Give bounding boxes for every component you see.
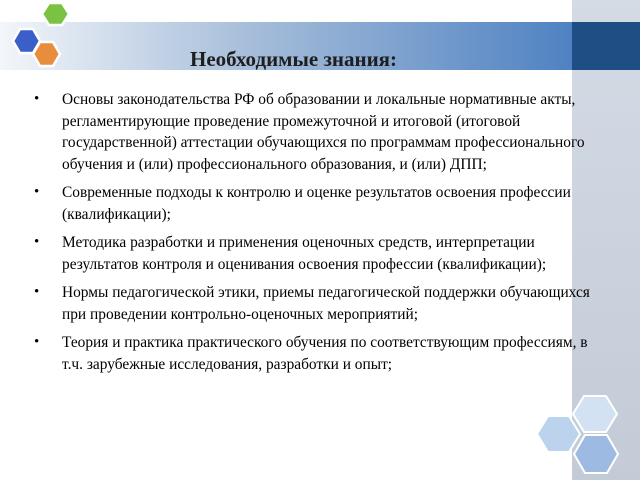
bullet-item [34,332,602,375]
logo-hexagon-cluster-icon [0,0,86,86]
bullet-item [34,232,602,275]
bullet-item [34,89,602,175]
bullet-item [34,182,602,225]
bullet-text: Методика разработки и применения оценочных средств, интерпретации результатов контроля и оценивания освоения профессии (квалификации); [62,234,547,273]
bullet-text: Современные подходы к контролю и оценке результатов освоения профессии (квалификации); [62,184,571,223]
logo-hex-green [42,3,69,25]
bullet-marker: • [34,184,40,200]
header-dark-block [572,22,640,70]
deco-hex-right [574,435,618,473]
bullet-item [34,282,602,325]
deco-hex-top [573,396,617,432]
deco-hex-left [537,416,580,452]
slide-title: Необходимые знания: [190,47,398,71]
bullet-text: Нормы педагогической этики, приемы педагогической поддержки обучающихся при проведении контрольно-оценочных мероприятий; [62,284,590,323]
bullet-text: Теория и практика практического обучения по соответствующим профессиям, в т.ч. зарубежные исследования, разработки и опыт; [62,334,588,373]
logo-hex-orange [33,42,60,66]
bullet-list [34,89,602,382]
bullet-marker: • [34,284,40,300]
bullet-marker: • [34,234,40,250]
decorative-hexagon-cluster-icon [535,388,640,480]
bullet-marker: • [34,91,40,107]
bullet-marker: • [34,334,40,350]
bullet-text: Основы законодательства РФ об образовании и локальные нормативные акты, регламентирующие проведение промежуточной и итоговой (итоговой государственной) аттестации обучающихся по программам профессионального обучения и (или) профессионального образования, и (или) ДПП; [62,91,585,173]
